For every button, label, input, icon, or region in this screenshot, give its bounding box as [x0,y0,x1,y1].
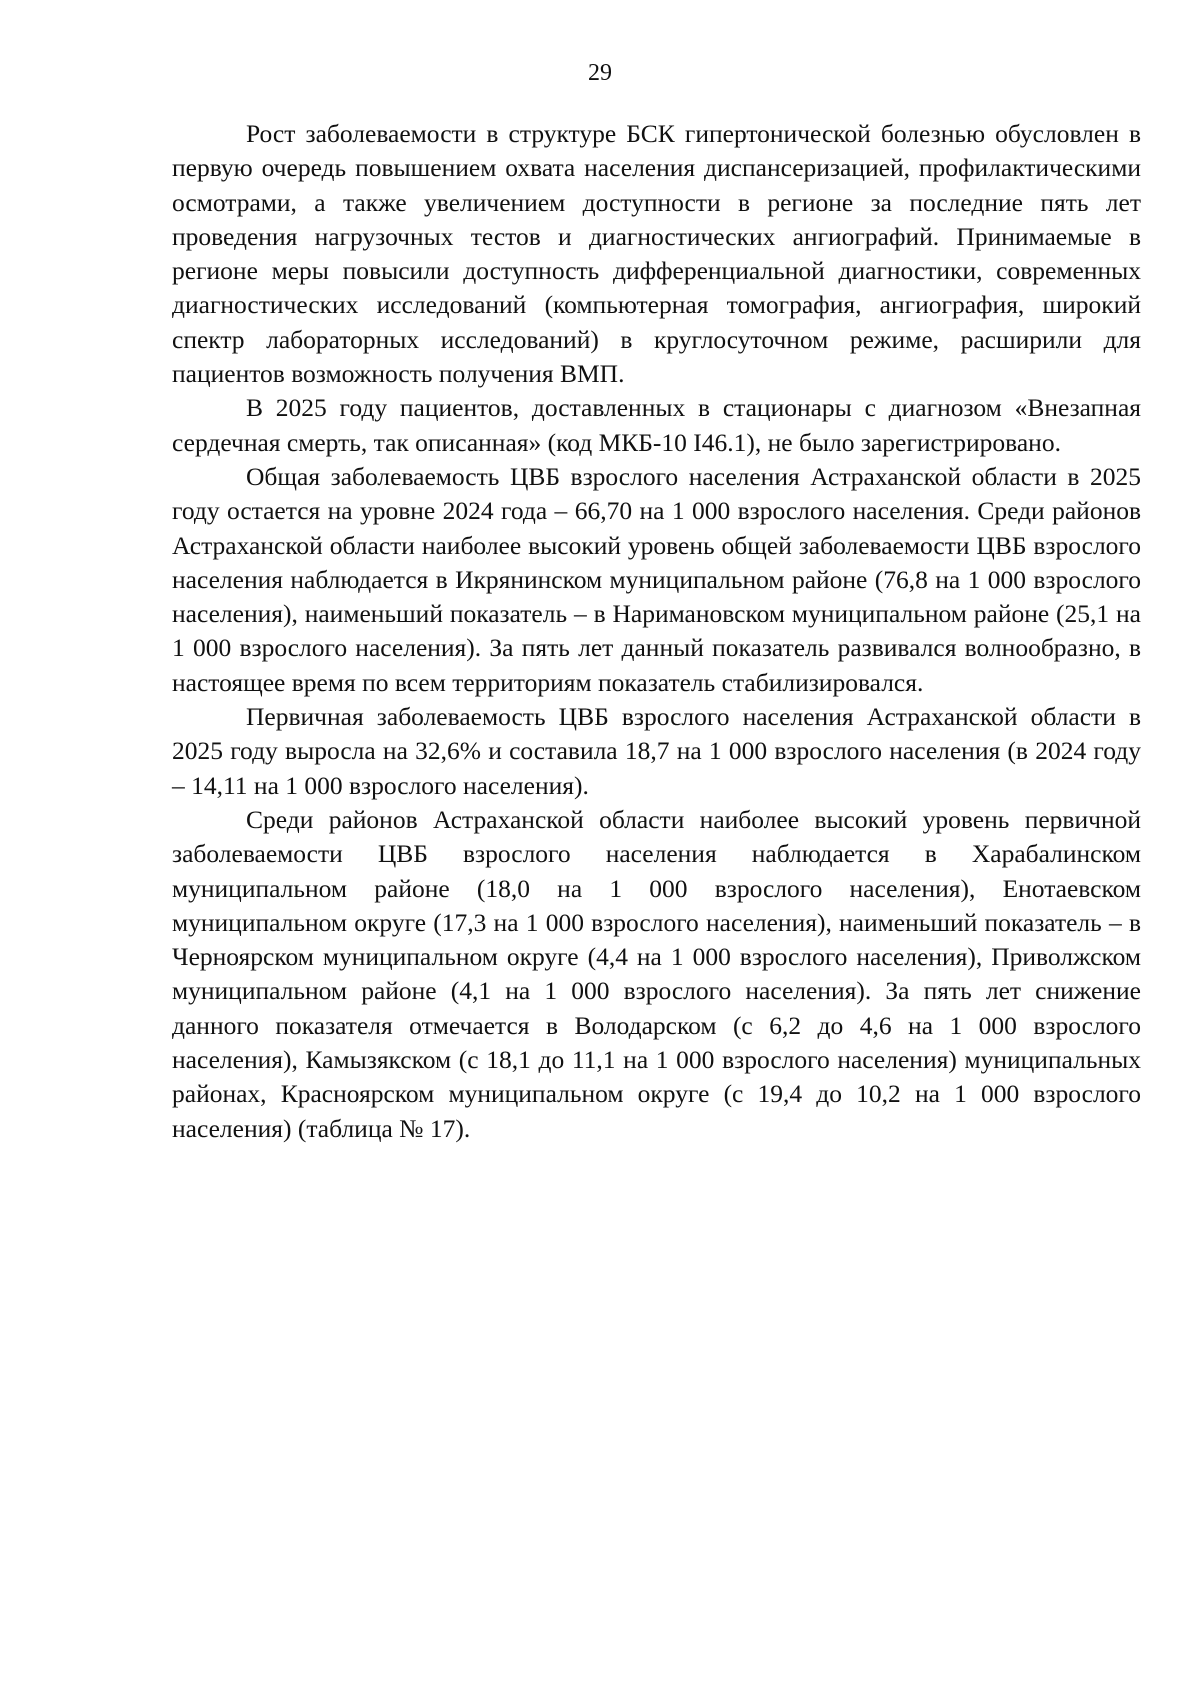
document-body [172,117,1141,1146]
page-number: 29 [588,60,612,86]
paragraph-hypertension-growth: Рост заболеваемости в структуре БСК гипертонической болезнью обусловлен в первую очередь повышением охвата населения диспансеризацией, профилактическими осмотрами, а также увеличением доступности в регионе за последние пять лет проведения нагрузочных тестов и диагностических ангиографий. Принимаемые в регионе меры повысили доступность дифференциальной диагностики, современных диагностических исследований (компьютерная томография, ангиография, широкий спектр лабораторных исследований) в круглосуточном режиме, расширили для пациентов возможность получения ВМП. [172,119,1141,389]
paragraph-cvd-primary-morbidity: Первичная заболеваемость ЦВБ взрослого населения Астраханской области в 2025 году выросла на 32,6% и составила 18,7 на 1 000 взрослого населения (в 2024 году – 14,11 на 1 000 взрослого населения). [172,702,1141,800]
paragraph-cvd-districts: Среди районов Астраханской области наиболее высокий уровень первичной заболеваемости ЦВБ взрослого населения наблюдается в Харабалинском муниципальном районе (18,0 на 1 000 взрослого населения), Енотаевском муниципальном округе (17,3 на 1 000 взрослого населения), наименьший показатель – в Черноярском муниципальном округе (4,4 на 1 000 взрослого населения), Приволжском муниципальном районе (4,1 на 1 000 взрослого населения). За пять лет снижение данного показателя отмечается в Володарском (с 6,2 до 4,6 на 1 000 взрослого населения), Камызякском (с 18,1 до 11,1 на 1 000 взрослого населения) муниципальных районах, Красноярском муниципальном округе (с 19,4 до 10,2 на 1 000 взрослого населения) (таблица № 17). [172,804,1141,1143]
paragraph-sudden-cardiac-death: В 2025 году пациентов, доставленных в стационары с диагнозом «Внезапная сердечная смерть, так описанная» (код МКБ-10 I46.1), не было зарегистрировано. [172,393,1141,457]
paragraph-cvd-total-morbidity: Общая заболеваемость ЦВБ взрослого населения Астраханской области в 2025 году остается на уровне 2024 года – 66,70 на 1 000 взрослого населения. Среди районов Астраханской области наиболее высокий уровень общей заболеваемости ЦВБ взрослого населения наблюдается в Икрянинском муниципальном районе (76,8 на 1 000 взрослого населения), наименьший показатель – в Наримановском муниципальном районе (25,1 на 1 000 взрослого населения). За пять лет данный показатель развивался волнообразно, в настоящее время по всем территориям показатель стабилизировался. [172,461,1141,697]
